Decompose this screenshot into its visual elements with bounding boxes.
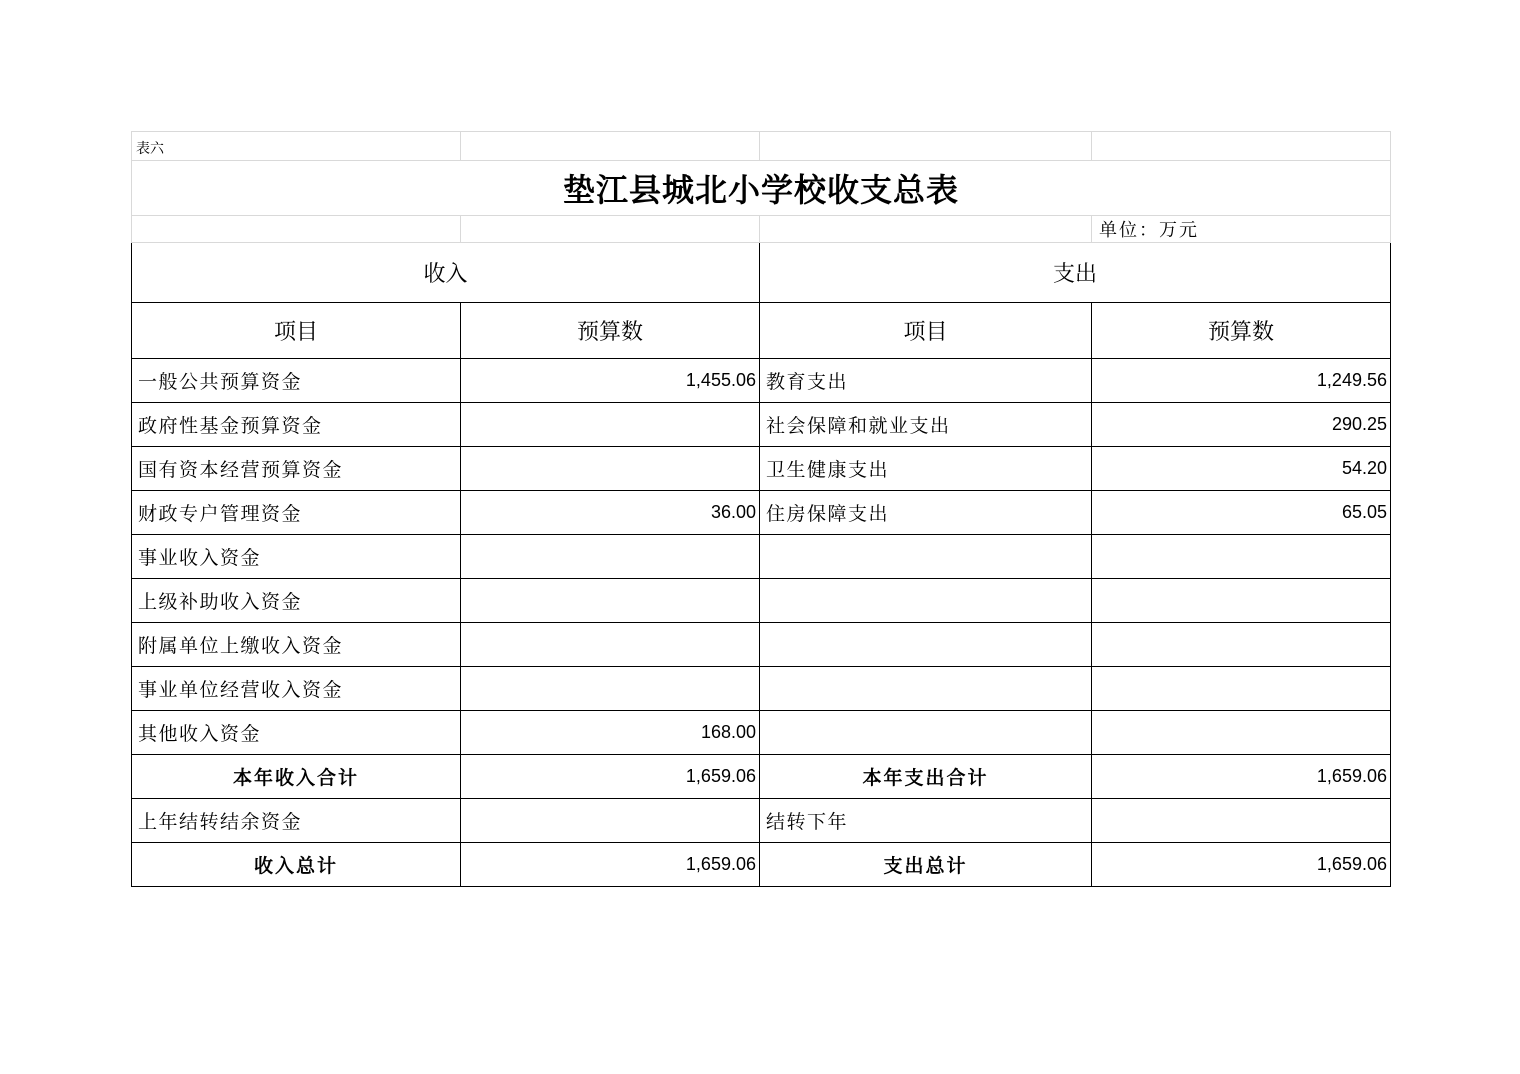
expense-item xyxy=(760,667,1092,711)
expense-budget-header: 预算数 xyxy=(1092,303,1391,359)
page-title: 垫江县城北小学校收支总表 xyxy=(132,161,1391,216)
income-item: 政府性基金预算资金 xyxy=(132,403,461,447)
expense-value xyxy=(1092,623,1391,667)
year-expense-total-label: 本年支出合计 xyxy=(760,755,1092,799)
empty-cell xyxy=(760,216,1092,243)
table-row xyxy=(132,623,1391,667)
income-value xyxy=(461,579,760,623)
income-value xyxy=(461,535,760,579)
expense-value: 1,249.56 xyxy=(1092,359,1391,403)
income-value xyxy=(461,623,760,667)
year-income-total-value: 1,659.06 xyxy=(461,755,760,799)
grand-income-total-label: 收入总计 xyxy=(132,843,461,887)
expense-value: 290.25 xyxy=(1092,403,1391,447)
expense-header: 支出 xyxy=(760,243,1391,303)
expense-value xyxy=(1092,667,1391,711)
table-label: 表六 xyxy=(132,132,461,161)
expense-item: 社会保障和就业支出 xyxy=(760,403,1092,447)
income-item: 上级补助收入资金 xyxy=(132,579,461,623)
title-row xyxy=(132,161,1391,216)
income-item: 事业收入资金 xyxy=(132,535,461,579)
income-value xyxy=(461,403,760,447)
income-item: 一般公共预算资金 xyxy=(132,359,461,403)
expense-item xyxy=(760,623,1092,667)
income-item-header: 项目 xyxy=(132,303,461,359)
income-item: 国有资本经营预算资金 xyxy=(132,447,461,491)
table-row xyxy=(132,711,1391,755)
table-row xyxy=(132,491,1391,535)
table-row xyxy=(132,579,1391,623)
unit-label: 单位：万元 xyxy=(1092,216,1391,243)
carry-income-value xyxy=(461,799,760,843)
income-value: 36.00 xyxy=(461,491,760,535)
budget-sheet xyxy=(131,131,1390,887)
empty-cell xyxy=(1092,132,1391,161)
income-value xyxy=(461,667,760,711)
income-budget-header: 预算数 xyxy=(461,303,760,359)
year-expense-total-value: 1,659.06 xyxy=(1092,755,1391,799)
income-value: 1,455.06 xyxy=(461,359,760,403)
expense-item-header: 项目 xyxy=(760,303,1092,359)
expense-item xyxy=(760,535,1092,579)
expense-item: 卫生健康支出 xyxy=(760,447,1092,491)
income-header: 收入 xyxy=(132,243,760,303)
grand-expense-total-label: 支出总计 xyxy=(760,843,1092,887)
table-row xyxy=(132,359,1391,403)
table-row xyxy=(132,447,1391,491)
empty-cell xyxy=(461,132,760,161)
empty-cell xyxy=(760,132,1092,161)
expense-item: 教育支出 xyxy=(760,359,1092,403)
unit-row xyxy=(132,216,1391,243)
carry-expense-value xyxy=(1092,799,1391,843)
expense-item xyxy=(760,579,1092,623)
income-value xyxy=(461,447,760,491)
expense-value xyxy=(1092,711,1391,755)
expense-value xyxy=(1092,535,1391,579)
grand-income-total-value: 1,659.06 xyxy=(461,843,760,887)
carry-income-item: 上年结转结余资金 xyxy=(132,799,461,843)
carry-expense-item: 结转下年 xyxy=(760,799,1092,843)
expense-value: 54.20 xyxy=(1092,447,1391,491)
income-item: 附属单位上缴收入资金 xyxy=(132,623,461,667)
income-value: 168.00 xyxy=(461,711,760,755)
table-row xyxy=(132,535,1391,579)
income-expense-table xyxy=(131,131,1391,887)
income-item: 事业单位经营收入资金 xyxy=(132,667,461,711)
carry-over-row xyxy=(132,799,1391,843)
column-header-row xyxy=(132,303,1391,359)
expense-item: 住房保障支出 xyxy=(760,491,1092,535)
grand-expense-total-value: 1,659.06 xyxy=(1092,843,1391,887)
grand-total-row xyxy=(132,843,1391,887)
table-row xyxy=(132,667,1391,711)
year-total-row xyxy=(132,755,1391,799)
table-row xyxy=(132,403,1391,447)
expense-value: 65.05 xyxy=(1092,491,1391,535)
income-item: 财政专户管理资金 xyxy=(132,491,461,535)
empty-cell xyxy=(461,216,760,243)
year-income-total-label: 本年收入合计 xyxy=(132,755,461,799)
empty-cell xyxy=(132,216,461,243)
expense-value xyxy=(1092,579,1391,623)
expense-item xyxy=(760,711,1092,755)
table-label-row xyxy=(132,132,1391,161)
section-header-row xyxy=(132,243,1391,303)
income-item: 其他收入资金 xyxy=(132,711,461,755)
